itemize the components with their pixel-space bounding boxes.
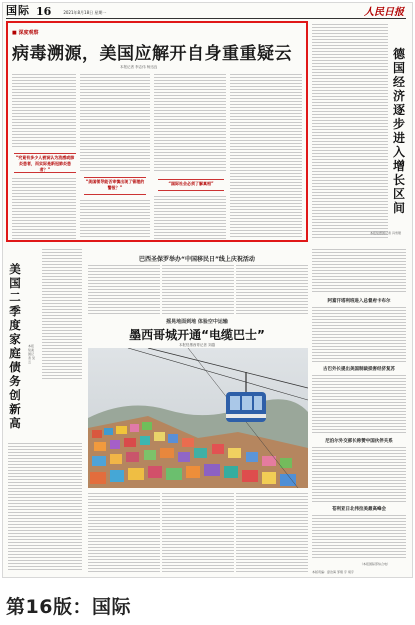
pull-quote: “究竟有多少人被误认为流感或肺炎患者，而实际是新冠肺炎患者？” <box>15 155 75 172</box>
article-body-text <box>80 199 150 239</box>
article-body-text <box>312 306 406 362</box>
germany-byline: 本报驻德国记者 冯雪珺 <box>370 231 401 235</box>
briefs-column[interactable] <box>310 246 408 576</box>
brief-source: （本报国际部综合电） <box>360 562 391 566</box>
newspaper-logo: 人民日报 <box>364 7 404 18</box>
masthead <box>6 5 406 19</box>
article-body-text <box>12 177 76 239</box>
article-tag: ■ 深度观察 <box>12 30 39 36</box>
article-body-text <box>230 73 302 239</box>
article-body-text <box>312 446 406 502</box>
article-body-text <box>312 23 388 239</box>
brief-headline: 苍利亚日北伟拉美最高峰会 <box>332 507 386 512</box>
article-body-text <box>8 442 82 572</box>
article-body-text <box>154 73 226 173</box>
pull-quote: “美国领导能否审慎出现了管理的警报？” <box>84 177 146 195</box>
article-body-text <box>162 264 234 314</box>
article-body-text <box>88 492 160 574</box>
article-body-text <box>312 248 406 294</box>
brazil-headline: 巴西圣保罗举办“中国移民日”线上庆祝活动 <box>139 256 255 263</box>
article-body-text <box>312 514 406 560</box>
article-body-text <box>88 264 160 314</box>
us-debt-headline: 美国二季度家庭债务创新高 <box>9 262 21 430</box>
section-name: 国际 <box>6 4 30 17</box>
article-body-text <box>42 248 82 380</box>
issue-date: 2021年8月18日 星期一 <box>63 10 107 15</box>
feature-byline: 本报记者 李志伟 杨迅良 <box>120 65 158 69</box>
brief-headline: 古巴外长提出美国制裁损害经济复苏 <box>323 367 395 372</box>
article-body-text <box>12 73 76 149</box>
us-debt-article[interactable] <box>6 246 84 576</box>
brief-headline: 尼泊尔外交部长称赞中国伙伴关系 <box>325 439 393 444</box>
us-debt-byline: 本报驻美国记者 吴 云 <box>28 344 35 364</box>
article-body-text <box>312 374 406 434</box>
article-body-text <box>236 264 308 314</box>
cable-car-photo <box>88 348 308 488</box>
mexico-byline: 本报驻墨西哥记者 刘越 <box>178 343 216 347</box>
brief-headline: 阿富汗塔利班进入总督府卡布尔 <box>327 299 391 304</box>
article-body-text <box>154 195 226 239</box>
mexico-subheadline: 摇晃地面到地 体验空中运输 <box>166 319 228 325</box>
cable-car-image <box>88 348 308 488</box>
feature-article[interactable] <box>6 21 308 242</box>
page-caption: 第16版：国际 <box>6 596 131 618</box>
germany-headline: 德国经济逐步进入增长区间 <box>392 47 405 215</box>
feature-headline: 病毒溯源，美国应解开自身重重疑云 <box>12 44 292 64</box>
article-body-text <box>162 492 234 574</box>
pull-quote: “国际社会必须了解真相” <box>158 179 224 191</box>
page-editor-credit: 本版责编：廖沧海 邹翔 宇 胡宇 <box>312 570 354 574</box>
germany-article[interactable] <box>310 21 408 242</box>
page-number: 16 <box>36 5 52 18</box>
article-body-text <box>80 73 150 173</box>
mexico-headline: 墨西哥城开通“电缆巴士” <box>129 328 265 342</box>
article-body-text <box>236 492 308 574</box>
